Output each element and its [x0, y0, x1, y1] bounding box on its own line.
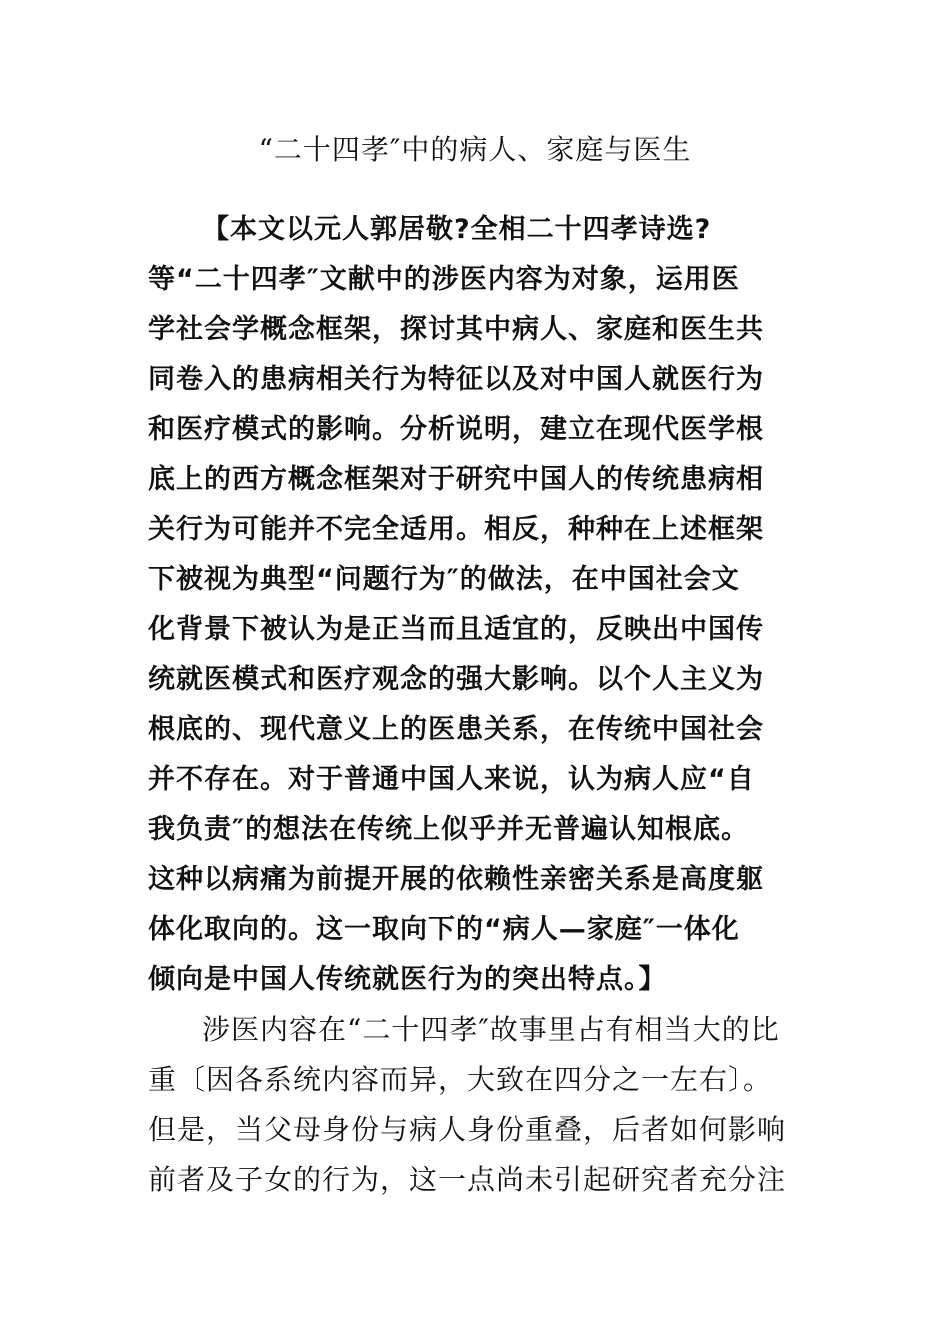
abstract-line: 这种以病痛为前提开展的依赖性亲密关系是高度躯 — [148, 864, 764, 895]
abstract-line: 下被视为典型“问题行为″的做法，在中国社会文 — [148, 564, 740, 595]
abstract-line: 化背景下被认为是正当而且适宜的，反映出中国传 — [148, 614, 764, 645]
abstract-line: 学社会学概念框架，探讨其中病人、家庭和医生共 — [148, 314, 764, 345]
abstract-line: 倾向是中国人传统就医行为的突出特点。】 — [148, 964, 667, 995]
abstract-line: 并不存在。对于普通中国人来说，认为病人应“自 — [148, 764, 755, 795]
abstract-line: 同卷入的患病相关行为特征以及对中国人就医行为 — [148, 364, 764, 395]
body-line: 重〔因各系统内容而异，大致在四分之一左右〕。 — [148, 1063, 773, 1096]
abstract-line: 【本文以元人郭居敬?全相二十四孝诗选? — [202, 214, 712, 245]
abstract-line: 关行为可能并不完全适用。相反，种种在上述框架 — [148, 514, 764, 545]
abstract-line: 底上的西方概念框架对于研究中国人的传统患病相 — [148, 464, 764, 495]
abstract-line: 体化取向的。这一取向下的“病人—家庭″一体化 — [148, 914, 740, 945]
body-line: 前者及子女的行为，这一点尚未引起研究者充分注 — [148, 1163, 787, 1196]
abstract-line: 和医疗模式的影响。分析说明，建立在现代医学根 — [148, 414, 764, 445]
abstract-line: 我负责″的想法在传统上似乎并无普遍认知根底。 — [148, 814, 750, 845]
document-title: “二十四孝″中的病人、家庭与医生 — [258, 133, 692, 166]
abstract-line: 统就医模式和医疗观念的强大影响。以个人主义为 — [148, 664, 764, 695]
abstract-line: 根底的、现代意义上的医患关系，在传统中国社会 — [148, 714, 764, 745]
body-line: 涉医内容在“二十四孝″故事里占有相当大的比 — [202, 1013, 780, 1046]
body-line: 但是，当父母身份与病人身份重叠，后者如何影响 — [148, 1113, 787, 1146]
abstract-line: 等“二十四孝″文献中的涉医内容为对象，运用医 — [148, 264, 740, 295]
